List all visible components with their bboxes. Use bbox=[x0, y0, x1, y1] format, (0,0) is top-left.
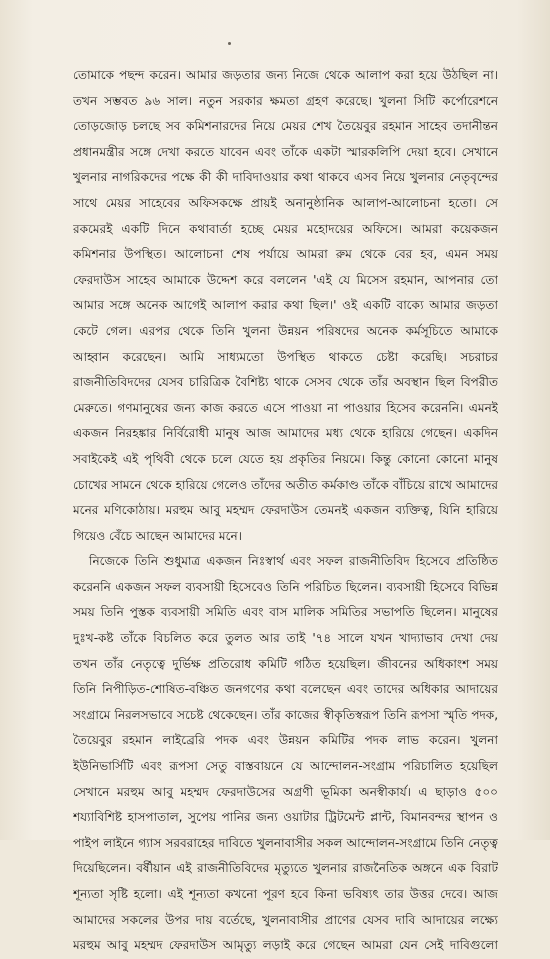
paragraph bbox=[73, 549, 498, 959]
text-line: করেননি একজন সফল ব্যবসায়ী হিসেবেও তিনি পরিচিত ছিলেন। ব্যবসায়ী হিসেবে বিভিন্ন bbox=[73, 579, 498, 594]
text-line: সাথে মেয়র সাহেবের অফিসকক্ষে প্রায়ই অনানুষ্ঠানিক আলাপ-আলোচনা হতো। সে bbox=[73, 195, 498, 210]
text-line: তিনি নিপীড়িত-শোষিত-বঞ্চিত জনগণের কথা বলেছেন এবং তাদের অধিকার আদায়ের bbox=[73, 682, 498, 697]
text-line: দিয়েছিলেন। বর্ষীয়ান এই রাজনীতিবিদের মৃত্যুতে খুলনার রাজনৈতিক অঙ্গনে এক বিরাট bbox=[73, 861, 498, 876]
text-line: গিয়েও বেঁচে আছেন আমাদের মনে। bbox=[73, 528, 242, 543]
text-line: আমাদের সকলের উপর দায় বর্তেছে, খুলনাবাসীর প্রাণের যেসব দাবি আদায়ের লক্ষ্যে bbox=[73, 912, 498, 927]
text-line: তোড়জোড় চলছে সব কমিশনারদের নিয়ে মেয়র শেখ তৈয়েবুর রহমান সাহেব তদানীন্তন bbox=[73, 119, 498, 134]
text-line: মেরুতে। গণমানুষের জন্য কাজ করতে এসে পাওয়া না পাওয়ার হিসেব করেননি। এমনই bbox=[73, 400, 498, 415]
page-speck bbox=[228, 42, 231, 45]
text-line: তখন সম্ভবত ৯৬ সাল। নতুন সরকার ক্ষমতা গ্রহণ করেছে। খুলনা সিটি কর্পোরেশনে bbox=[73, 93, 498, 108]
body-text bbox=[73, 63, 498, 959]
text-line: ইউনিভার্সিটি এবং রূপসা সেতু বাস্তবায়নে যে আন্দোলন-সংগ্রাম পরিচালিত হয়েছিল bbox=[73, 759, 498, 774]
text-line: দুঃখ-কষ্ট তাঁকে বিচলিত করে তুলত আর তাই '৭৪ সালে যখন খাদ্যাভাব দেখা দেয় bbox=[73, 631, 498, 646]
text-line: ফেরদাউস সাহেব আমাকে উদ্দেশ করে বললেন 'এই যে মিসেস রহমান, আপনার তো bbox=[73, 272, 498, 287]
text-line: মনের মণিকোঠায়। মরহুম আবু মহম্মদ ফেরদাউস তেমনই একজন ব্যক্তিত্ব, যিনি হারিয়ে bbox=[73, 503, 498, 518]
text-line: শয্যাবিশিষ্ট হাসপাতাল, সুপেয় পানির জন্য ওয়াটার ট্রিটমেন্ট প্লান্ট, বিমানবন্দর স্থাপন ও bbox=[73, 810, 498, 825]
text-line: সেখানে মরহুম আবু মহম্মদ ফেরদাউসের অগ্রণী ভূমিকা অনস্বীকার্য। এ ছাড়াও ৫০০ bbox=[73, 784, 498, 799]
text-line: খুলনার নাগরিকদের পক্ষে কী কী দাবিদাওয়ার কথা থাকবে এসব নিয়ে খুলনার নেতৃবৃন্দের bbox=[73, 170, 498, 185]
paragraph bbox=[73, 63, 498, 549]
text-line: শূন্যতা সৃষ্টি হলো। এই শূন্যতা কখনো পূরণ হবে কিনা ভবিষ্যৎ তার উত্তর দেবে। আজ bbox=[73, 887, 498, 901]
text-line: মরহুম আবু মহম্মদ ফেরদাউস আমৃত্যু লড়াই করে গেছেন আমরা যেন সেই দাবিগুলো bbox=[73, 938, 498, 953]
text-line: আহ্বান করেছেন। আমি সাধ্যমতো উপস্থিত থাকতে চেষ্টা করেছি। সচরাচর bbox=[73, 349, 498, 364]
text-line: তৈয়েবুর রহমান লাইব্রেরি পদক এবং উন্নয়ন কমিটির পদক লাভ করেন। খুলনা bbox=[73, 733, 498, 748]
text-line: সবাইকেই এই পৃথিবী থেকে চলে যেতে হয় প্রকৃতির নিয়মে। কিন্তু কোনো কোনো মানুষ bbox=[73, 451, 498, 466]
text-line: কেটে গেল। এরপর থেকে তিনি খুলনা উন্নয়ন পরিষদের অনেক কর্মসূচিতে আমাকে bbox=[73, 323, 498, 338]
text-line: সময় তিনি পুস্তক ব্যবসায়ী সমিতি এবং বাস মালিক সমিতির সভাপতি ছিলেন। মানুষের bbox=[73, 605, 498, 620]
text-line: সংগ্রামে নিরলসভাবে সচেষ্ট থেকেছেন। তাঁর কাজের স্বীকৃতিস্বরূপ তিনি রূপসা স্মৃতি পদক, bbox=[73, 707, 498, 722]
text-line: রাজনীতিবিদদের যেসব চারিত্রিক বৈশিষ্ট্য থাকে সেসব থেকে তাঁর অবস্থান ছিল বিপরীত bbox=[73, 375, 498, 390]
text-line: প্রধানমন্ত্রীর সঙ্গে দেখা করতে যাবেন এবং তাঁকে একটা স্মারকলিপি দেয়া হবে। সেখানে bbox=[73, 144, 498, 159]
text-line: চোখের সামনে থেকে হারিয়ে গেলেও তাঁদের অতীত কর্মকাণ্ড তাঁকে বাঁচিয়ে রাখে আমাদের bbox=[73, 477, 498, 492]
text-line: তোমাকে পছন্দ করেন। আমার জড়তার জন্য নিজে থেকে আলাপ করা হয়ে উঠছিল না। bbox=[73, 68, 498, 82]
text-line: কমিশনার উপস্থিত। আলোচনা শেষ পর্যায়ে আমরা রুম থেকে বের হব, এমন সময় bbox=[73, 247, 498, 262]
text-line: পাইপ লাইনে গ্যাস সরবরাহের দাবিতে খুলনাবাসীর সকল আন্দোলন-সংগ্রামে তিনি নেতৃত্ব bbox=[73, 835, 498, 850]
text-line: আমার সঙ্গে অনেক আগেই আলাপ করার কথা ছিল।' ওই একটি বাক্যে আমার জড়তা bbox=[73, 298, 498, 313]
text-line: তখন তাঁর নেতৃত্বে দুর্ভিক্ষ প্রতিরোধ কমিটি গঠিত হয়েছিল। জীবনের অধিকাংশ সময় bbox=[73, 656, 498, 671]
text-line: রকমেরই একটি দিনে কথাবার্তা হচ্ছে মেয়র মহোদয়ের অফিসে। আমরা কয়েকজন bbox=[73, 221, 498, 236]
text-line: নিজেকে তিনি শুধুমাত্র একজন নিঃস্বার্থ এবং সফল রাজনীতিবিদ হিসেবে প্রতিষ্ঠিত bbox=[89, 554, 498, 569]
text-line: একজন নিরহঙ্কার নির্বিরোধী মানুষ আজ আমাদের মধ্য থেকে হারিয়ে গেছেন। একদিন bbox=[73, 426, 498, 441]
